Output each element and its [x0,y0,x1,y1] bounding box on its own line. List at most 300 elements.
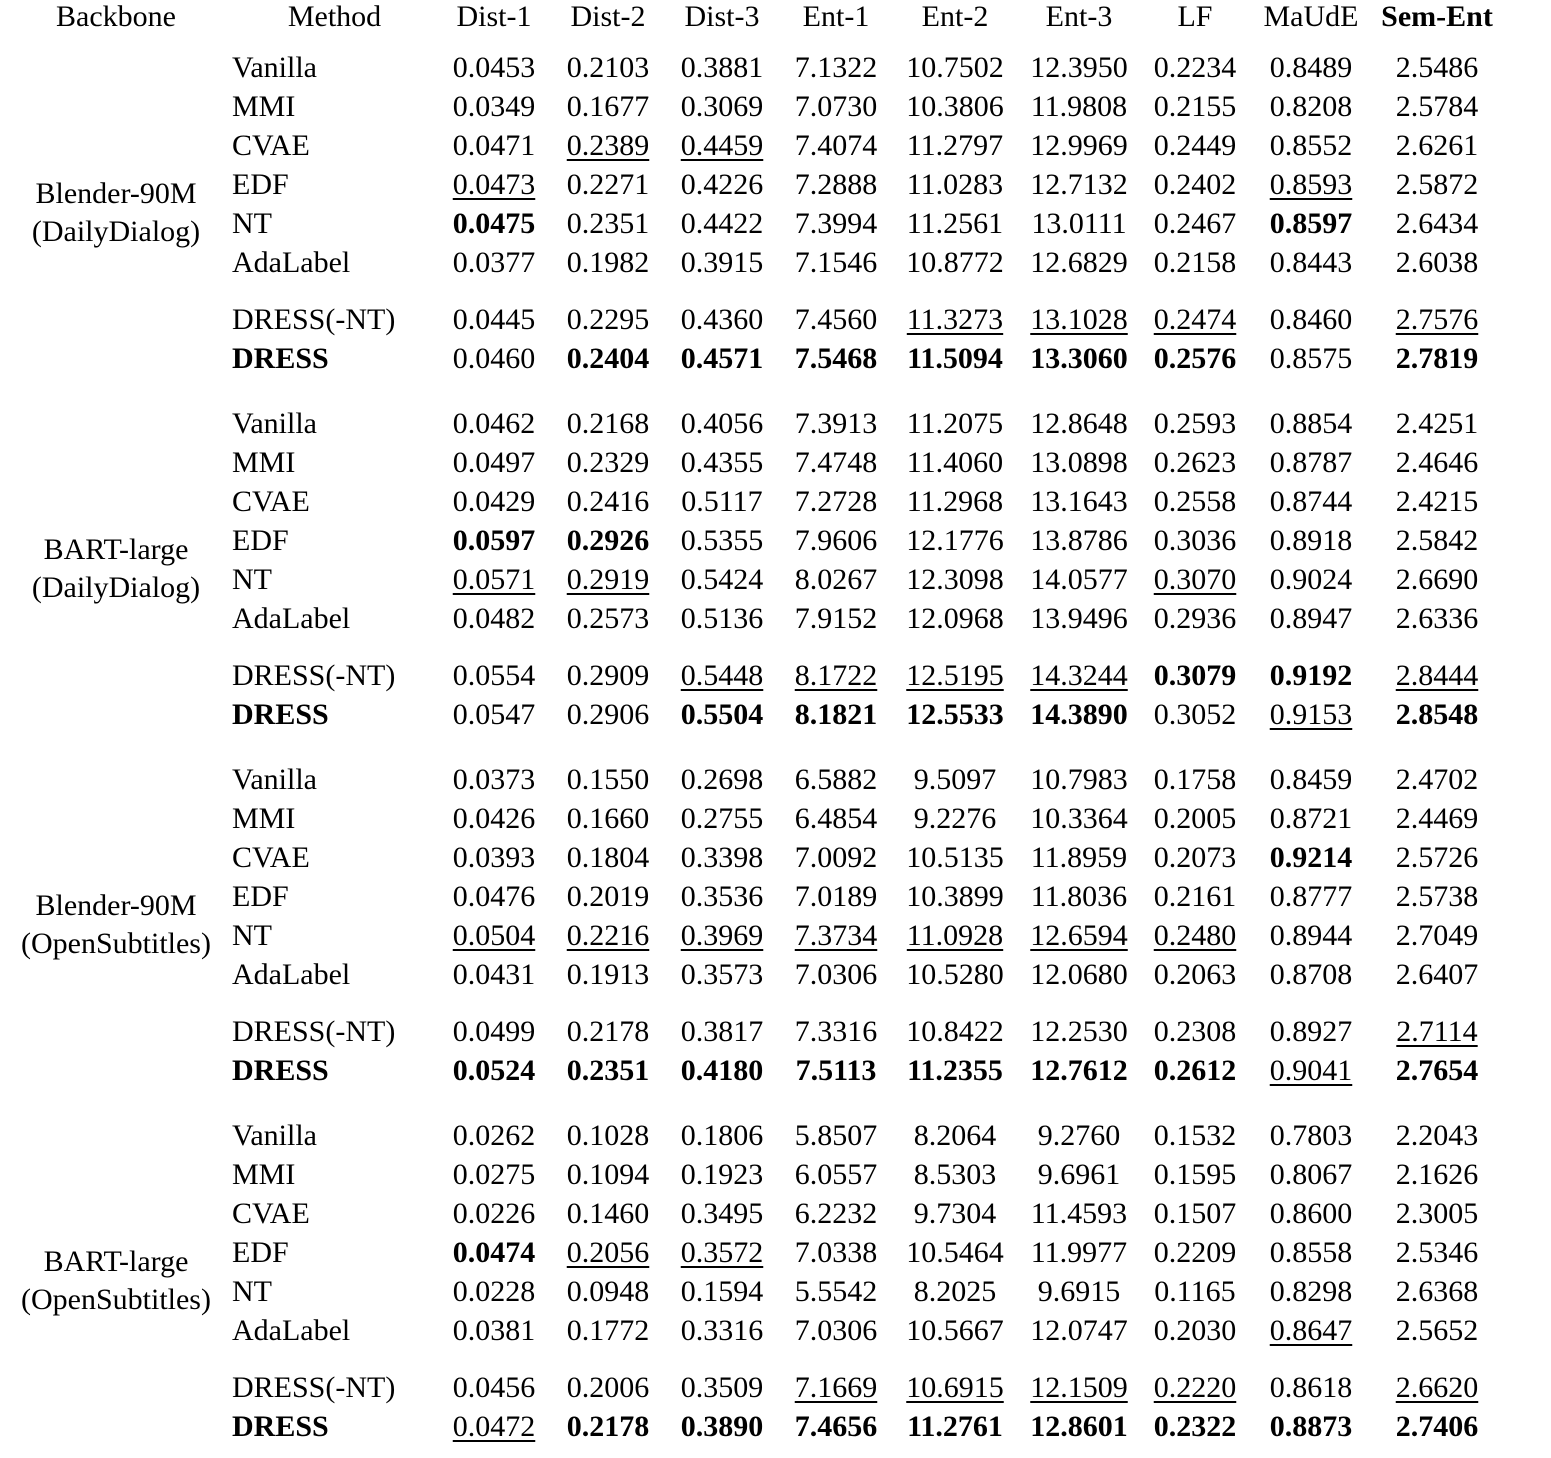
metric-value: 2.7819 [1395,342,1479,375]
metric-cell [437,482,551,521]
spacer-row [0,378,1551,390]
metric-cell [1249,204,1373,243]
table-row [0,204,1551,243]
metric-cell [1141,300,1249,339]
metric-cell [1373,955,1501,994]
metric-value: 0.0472 [452,1410,536,1443]
metric-cell [1141,48,1249,87]
metric-value: 10.3806 [906,90,1004,123]
table-row [0,656,1551,695]
metric-value: 0.1595 [1153,1158,1237,1191]
metric-value: 9.5097 [913,763,997,796]
metric-cell [779,482,893,521]
metric-value: 2.4469 [1395,802,1479,835]
method-cell: NT [232,206,272,240]
metric-value: 2.5842 [1395,524,1479,557]
metric-cell [1017,1272,1141,1311]
metric-cell [779,599,893,638]
table-row [0,1233,1551,1272]
metric-value: 5.5542 [794,1275,878,1308]
metric-cell [1373,404,1501,443]
table-row [0,521,1551,560]
metric-cell [893,1194,1017,1233]
metric-value: 0.0431 [452,958,536,991]
metric-cell [551,48,665,87]
metric-cell [1249,521,1373,560]
metric-cell [1141,760,1249,799]
metric-value: 2.6690 [1395,563,1479,596]
spacer-row [0,734,1551,746]
table-row [0,48,1551,87]
metric-value: 0.2006 [566,1371,650,1404]
column-header-sem-ent: Sem-Ent [1381,0,1493,33]
metric-value: 0.8927 [1269,1015,1353,1048]
metric-cell [1017,243,1141,282]
metric-value: 7.9606 [794,524,878,557]
metric-cell [551,300,665,339]
metric-cell [551,243,665,282]
metric-cell [665,482,779,521]
metric-cell [1249,243,1373,282]
metric-cell [779,1233,893,1272]
metric-cell [1141,443,1249,482]
metric-value: 12.5195 [906,659,1004,692]
metric-cell [437,521,551,560]
metric-value: 7.4074 [794,129,878,162]
metric-value: 0.5424 [680,563,764,596]
metric-value: 10.5280 [906,958,1004,991]
metric-cell [1249,1311,1373,1350]
metric-value: 5.8507 [794,1119,878,1152]
metric-cell [437,877,551,916]
metric-value: 0.2558 [1153,485,1237,518]
backbone-dataset: (OpenSubtitles) [21,1283,211,1316]
metric-cell [893,48,1017,87]
metric-cell [551,1051,665,1090]
spacer-row [0,1102,1551,1116]
metric-value: 0.2158 [1153,246,1237,279]
metric-cell [779,1272,893,1311]
metric-cell [437,916,551,955]
metric-value: 0.9192 [1269,659,1353,692]
metric-cell [1141,1272,1249,1311]
metric-value: 2.7114 [1396,1015,1478,1048]
metric-cell [1141,955,1249,994]
metric-cell [779,1116,893,1155]
metric-value: 0.3079 [1153,659,1237,692]
metric-value: 10.5464 [906,1236,1004,1269]
metric-value: 0.1804 [566,841,650,874]
metric-cell [1141,838,1249,877]
backbone-name: Blender-90M [35,177,197,211]
metric-cell [551,404,665,443]
metric-cell [1141,126,1249,165]
metric-value: 12.5533 [906,698,1004,731]
metric-value: 7.2888 [794,168,878,201]
metric-value: 0.0462 [452,407,536,440]
metric-cell [437,243,551,282]
metric-cell [437,1051,551,1090]
metric-value: 7.2728 [794,485,878,518]
metric-cell [665,695,779,734]
table-row [0,1155,1551,1194]
method-cell: MMI [232,801,296,835]
metric-value: 2.6407 [1395,958,1479,991]
table-row [0,1194,1551,1233]
metric-cell [437,1407,551,1446]
metric-value: 0.2474 [1153,303,1237,336]
metric-value: 7.4748 [794,446,878,479]
metric-value: 0.0373 [452,763,536,796]
metric-value: 8.5303 [913,1158,997,1191]
metric-cell [1017,204,1141,243]
metric-cell [1373,1194,1501,1233]
metric-value: 0.2698 [680,763,764,796]
metric-cell [893,87,1017,126]
metric-cell [1373,482,1501,521]
metric-value: 7.3316 [794,1015,878,1048]
metric-cell [437,599,551,638]
metric-cell [1141,165,1249,204]
metric-value: 12.8648 [1030,407,1128,440]
table-row [0,877,1551,916]
metric-value: 0.1806 [680,1119,764,1152]
metric-value: 0.4360 [680,303,764,336]
metric-value: 0.0453 [452,51,536,84]
backbone-name: BART-large [43,1245,189,1279]
spacer-cell [0,390,1501,404]
metric-value: 0.9024 [1269,563,1353,596]
metric-cell [1373,560,1501,599]
metric-value: 0.3069 [680,90,764,123]
spacer-cell [232,647,1551,656]
spacer-row [0,746,1551,760]
backbone-cell [0,48,232,378]
metric-value: 2.6434 [1395,207,1479,240]
metric-value: 9.7304 [913,1197,997,1230]
metric-value: 12.7612 [1030,1054,1128,1087]
metric-cell [779,1407,893,1446]
metric-value: 12.6829 [1030,246,1128,279]
metric-cell [1373,1407,1501,1446]
metric-value: 10.8772 [906,246,1004,279]
metric-value: 0.2216 [566,919,650,952]
metric-value: 0.0460 [452,342,536,375]
metric-cell [665,165,779,204]
metric-value: 9.2276 [913,802,997,835]
metric-cell [1249,1051,1373,1090]
metric-cell [551,656,665,695]
metric-value: 12.9969 [1030,129,1128,162]
spacer-row [0,291,1551,300]
metric-cell [551,760,665,799]
metric-value: 0.2234 [1153,51,1237,84]
metric-cell [437,1012,551,1051]
metric-cell [665,404,779,443]
metric-cell [1373,916,1501,955]
metric-value: 0.4459 [680,129,764,162]
metric-value: 0.1094 [566,1158,650,1191]
metric-value: 2.2043 [1395,1119,1479,1152]
metric-value: 0.8944 [1269,919,1353,952]
metric-cell [1249,443,1373,482]
metric-cell [779,760,893,799]
backbone-name: Blender-90M [35,889,197,923]
metric-value: 0.9214 [1269,841,1353,874]
metric-cell [893,838,1017,877]
metric-cell [1017,1233,1141,1272]
metric-cell [893,126,1017,165]
table-row [0,695,1551,734]
metric-value: 9.2760 [1037,1119,1121,1152]
table-row [0,300,1551,339]
metric-cell [551,838,665,877]
metric-value: 7.3913 [794,407,878,440]
backbone-dataset: (DailyDialog) [31,571,201,604]
table-row [0,1368,1551,1407]
metric-cell [665,48,779,87]
metric-value: 0.4180 [680,1054,764,1087]
metric-cell [437,339,551,378]
metric-cell [779,443,893,482]
metric-cell [1249,165,1373,204]
method-cell: AdaLabel [232,601,351,635]
metric-value: 6.4854 [794,802,878,835]
metric-value: 7.1669 [794,1371,878,1404]
metric-value: 0.1677 [566,90,650,123]
metric-cell [665,339,779,378]
metric-value: 7.0189 [794,880,878,913]
metric-cell [1141,404,1249,443]
metric-cell [1141,1116,1249,1155]
metric-value: 0.0377 [452,246,536,279]
metric-value: 0.2404 [566,342,650,375]
metric-cell [779,339,893,378]
metric-cell [779,916,893,955]
metric-cell [1249,955,1373,994]
metric-value: 2.6038 [1395,246,1479,279]
metric-cell [551,1407,665,1446]
metric-cell [437,799,551,838]
metric-value: 10.6915 [906,1371,1004,1404]
metric-value: 0.2623 [1153,446,1237,479]
metric-cell [437,204,551,243]
metric-value: 0.2056 [566,1236,650,1269]
metric-value: 2.6620 [1395,1371,1479,1404]
metric-cell [1141,799,1249,838]
method-cell: Vanilla [232,1118,317,1152]
metric-cell [1373,204,1501,243]
table-row [0,1116,1551,1155]
metric-cell [1017,404,1141,443]
table-row [0,916,1551,955]
metric-cell [1249,760,1373,799]
metric-value: 0.3052 [1153,698,1237,731]
metric-value: 0.5448 [680,659,764,692]
metric-cell [1141,1407,1249,1446]
metric-value: 0.2063 [1153,958,1237,991]
column-header-dist-1: Dist-1 [456,0,532,33]
metric-value: 0.1507 [1153,1197,1237,1230]
metric-value: 0.1028 [566,1119,650,1152]
metric-value: 11.9977 [1030,1236,1128,1269]
metric-value: 8.2064 [913,1119,997,1152]
metric-cell [665,1155,779,1194]
metric-value: 7.0730 [794,90,878,123]
metric-cell [1141,339,1249,378]
metric-value: 0.0445 [452,303,536,336]
metric-cell [551,204,665,243]
metric-cell [1249,916,1373,955]
metric-cell [551,599,665,638]
metric-value: 0.2103 [566,51,650,84]
metric-cell [665,760,779,799]
spacer-cell [232,638,1551,647]
metric-value: 0.1772 [566,1314,650,1347]
metric-cell [437,165,551,204]
metric-value: 0.2030 [1153,1314,1237,1347]
metric-value: 10.3364 [1030,802,1128,835]
metric-value: 12.0968 [906,602,1004,635]
metric-value: 0.1594 [680,1275,764,1308]
metric-value: 13.1028 [1030,303,1128,336]
metric-cell [1017,760,1141,799]
metric-value: 12.6594 [1030,919,1128,952]
metric-cell [1249,126,1373,165]
metric-value: 0.0429 [452,485,536,518]
metric-cell [1141,1233,1249,1272]
spacer-row [0,994,1551,1003]
metric-cell [437,695,551,734]
table-header [0,0,1551,34]
metric-cell [1141,599,1249,638]
metric-cell [437,126,551,165]
metric-value: 2.8444 [1395,659,1479,692]
metric-cell [893,482,1017,521]
metric-cell [779,1155,893,1194]
spacer-cell [0,746,1501,760]
spacer-cell [232,1003,1551,1012]
metric-cell [893,521,1017,560]
metric-cell [1141,656,1249,695]
table-row [0,955,1551,994]
metric-cell [437,656,551,695]
metric-cell [779,126,893,165]
metric-value: 12.3098 [906,563,1004,596]
metric-value: 0.2402 [1153,168,1237,201]
metric-cell [1249,877,1373,916]
metric-cell [779,955,893,994]
metric-value: 0.0547 [452,698,536,731]
metric-cell [893,955,1017,994]
metric-value: 0.8575 [1269,342,1353,375]
metric-value: 2.4215 [1395,485,1479,518]
metric-cell [779,48,893,87]
metric-cell [1141,1051,1249,1090]
metric-cell [893,1233,1017,1272]
metric-value: 10.8422 [906,1015,1004,1048]
metric-value: 0.0226 [452,1197,536,1230]
backbone-cell [0,404,232,734]
method-cell: DRESS(-NT) [232,302,396,336]
metric-cell [893,300,1017,339]
metric-value: 13.1643 [1030,485,1128,518]
metric-cell [551,1233,665,1272]
metric-cell [1017,1311,1141,1350]
metric-cell [665,916,779,955]
metric-value: 0.3398 [680,841,764,874]
backbone-dataset: (DailyDialog) [31,215,201,248]
metric-value: 0.3509 [680,1371,764,1404]
metric-value: 10.5667 [906,1314,1004,1347]
metric-cell [1017,1407,1141,1446]
metric-value: 7.1322 [794,51,878,84]
metric-value: 0.2755 [680,802,764,835]
table-row [0,760,1551,799]
metric-cell [893,1051,1017,1090]
metric-value: 10.3899 [906,880,1004,913]
table-row [0,482,1551,521]
metric-value: 0.0275 [452,1158,536,1191]
metric-value: 0.2936 [1153,602,1237,635]
table-row [0,126,1551,165]
metric-cell [1141,1194,1249,1233]
metric-value: 0.4422 [680,207,764,240]
spacer-row [0,1090,1551,1102]
metric-cell [1373,1272,1501,1311]
metric-cell [1017,695,1141,734]
method-cell: DRESS [232,1409,329,1443]
metric-cell [779,521,893,560]
metric-value: 0.5504 [680,698,764,731]
metric-cell [779,1012,893,1051]
metric-value: 0.8459 [1269,763,1353,796]
spacer-row [0,34,1551,48]
metric-value: 0.1165 [1154,1275,1236,1308]
metric-value: 0.3817 [680,1015,764,1048]
metric-cell [1017,1051,1141,1090]
column-header-dist-2: Dist-2 [570,0,646,33]
method-cell: EDF [232,1235,289,1269]
method-cell: NT [232,918,272,952]
metric-value: 2.6261 [1395,129,1479,162]
backbone-name: BART-large [43,533,189,567]
spacer-cell [0,734,1501,746]
metric-cell [1373,87,1501,126]
metric-value: 0.8443 [1269,246,1353,279]
table-row [0,243,1551,282]
metric-cell [1141,482,1249,521]
metric-value: 0.4226 [680,168,764,201]
method-cell: MMI [232,89,296,123]
metric-value: 0.0475 [452,207,536,240]
metric-value: 0.2322 [1153,1410,1237,1443]
metric-value: 0.2220 [1153,1371,1237,1404]
table-row [0,599,1551,638]
metric-value: 0.0456 [452,1371,536,1404]
metric-value: 7.0092 [794,841,878,874]
metric-value: 9.6915 [1037,1275,1121,1308]
metric-value: 0.8600 [1269,1197,1353,1230]
metric-cell [665,1194,779,1233]
metric-value: 2.4251 [1395,407,1479,440]
metric-cell [779,877,893,916]
metric-value: 2.5872 [1395,168,1479,201]
metric-cell [665,1233,779,1272]
column-header-lf: LF [1177,0,1213,33]
spacer-cell [0,1090,1501,1102]
metric-cell [437,404,551,443]
